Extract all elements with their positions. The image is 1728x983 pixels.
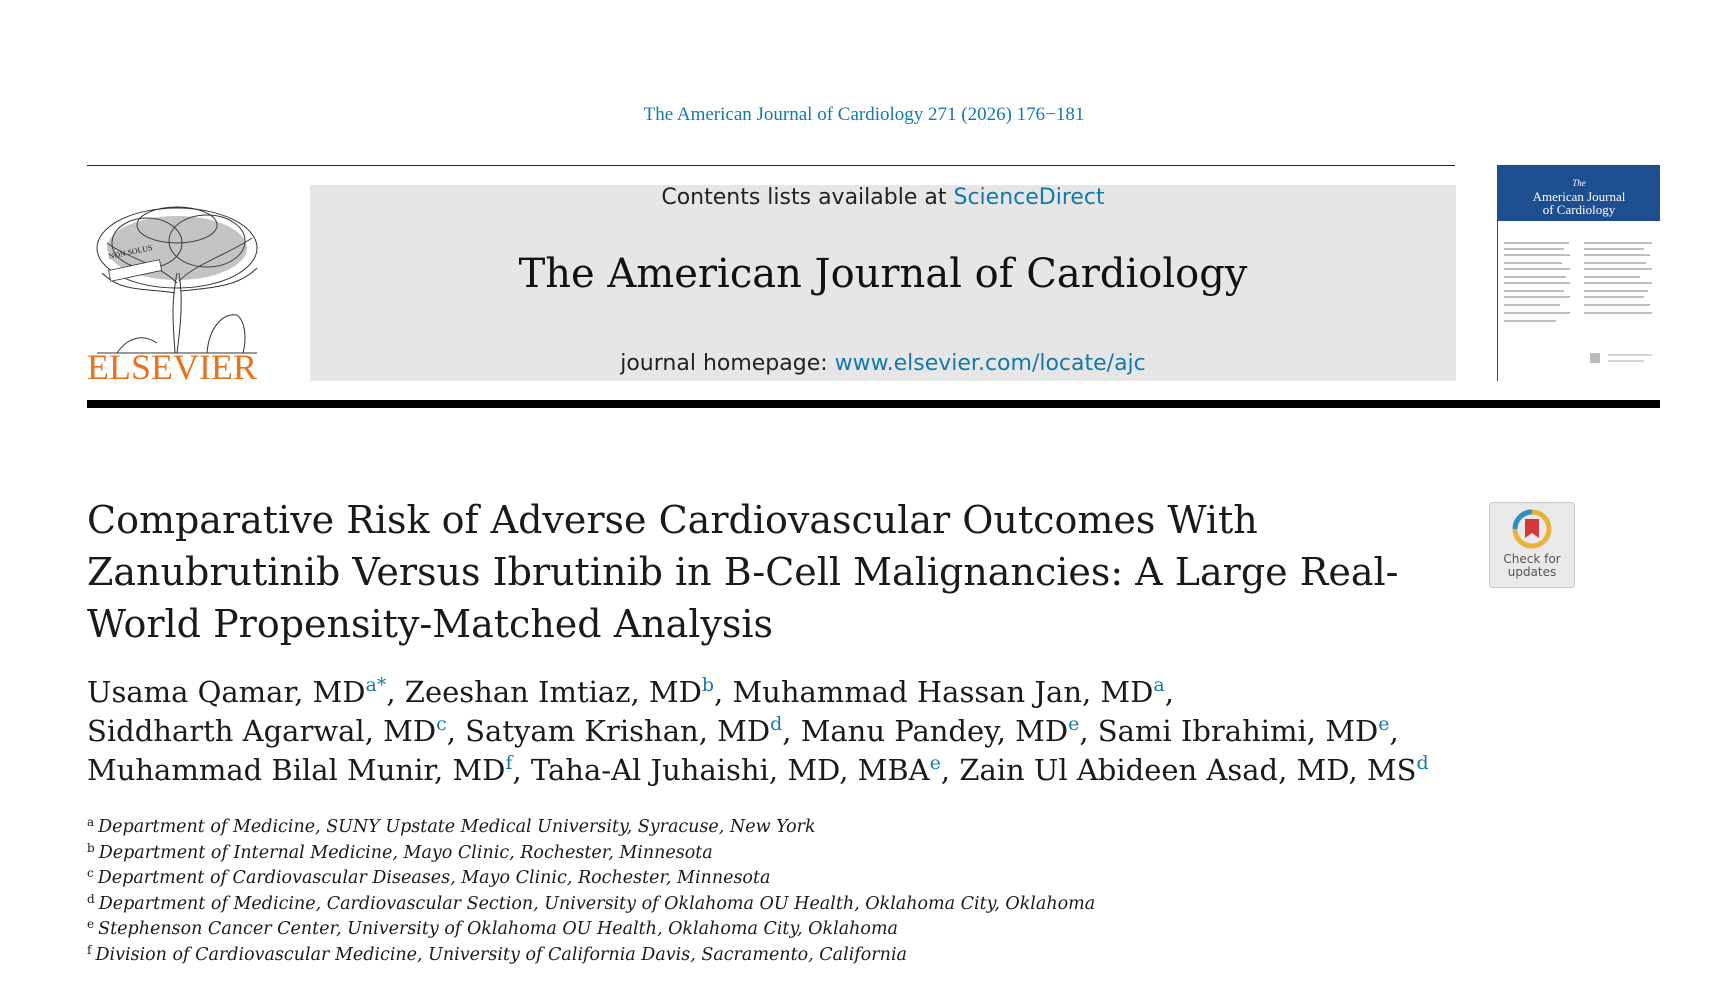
check-for-updates-button[interactable] bbox=[1489, 502, 1575, 588]
cover-title-line2: American Journal bbox=[1532, 189, 1626, 204]
affiliation-text: Department of Medicine, Cardiovascular Section, University of Oklahoma OU Health, Oklahoma City, Oklahoma bbox=[98, 893, 1096, 914]
author[interactable] bbox=[405, 675, 714, 709]
author-name[interactable]: Sami Ibrahimi, MD bbox=[1097, 714, 1379, 748]
author-affiliation-ref[interactable]: d bbox=[1416, 752, 1429, 774]
author-separator: , bbox=[1389, 714, 1399, 748]
homepage-line bbox=[310, 351, 1456, 376]
author-name[interactable]: Siddharth Agarwal, MD bbox=[87, 714, 437, 748]
affiliation-item bbox=[87, 917, 1587, 943]
author-name[interactable]: Muhammad Bilal Munir, MD bbox=[87, 753, 506, 787]
author[interactable] bbox=[732, 675, 1164, 709]
author[interactable] bbox=[801, 714, 1080, 748]
author-name[interactable]: Manu Pandey, MD bbox=[800, 714, 1069, 748]
affiliation-key: b bbox=[87, 840, 95, 855]
affiliation-text: Department of Cardiovascular Diseases, Mayo Clinic, Rochester, Minnesota bbox=[97, 868, 771, 888]
check-for-updates-label bbox=[1490, 553, 1574, 579]
affiliation-item bbox=[87, 892, 1587, 918]
cover-title-line3: of Cardiology bbox=[1542, 202, 1616, 217]
author-name[interactable]: Zeeshan Imtiaz, MD bbox=[404, 675, 702, 709]
affiliation-key: d bbox=[87, 891, 95, 906]
journal-masthead bbox=[310, 185, 1456, 381]
logo-motto: NON SOLUS bbox=[107, 243, 154, 262]
badge-line1: Check for bbox=[1503, 552, 1561, 566]
header-bottom-rule bbox=[87, 400, 1660, 408]
author-affiliation-ref[interactable]: a bbox=[1153, 674, 1165, 696]
header-top-rule bbox=[87, 165, 1455, 166]
author[interactable] bbox=[1098, 714, 1390, 748]
check-for-updates-icon bbox=[1512, 509, 1552, 549]
cover-contents-lines bbox=[1504, 235, 1654, 375]
author-list bbox=[87, 673, 1587, 790]
author-affiliation-ref[interactable]: d bbox=[770, 713, 783, 735]
author-name[interactable]: Taha-Al Juhaishi, MD, MBA bbox=[530, 753, 930, 787]
author-name[interactable]: Usama Qamar, MD bbox=[87, 675, 366, 709]
affiliation-text: Stephenson Cancer Center, University of Oklahoma OU Health, Oklahoma City, Oklahoma bbox=[98, 919, 898, 939]
author[interactable] bbox=[531, 753, 941, 787]
author[interactable] bbox=[87, 753, 512, 787]
author-name[interactable]: Zain Ul Abideen Asad, MD, MS bbox=[959, 753, 1417, 787]
author-separator: , bbox=[1079, 714, 1098, 748]
contents-prefix: Contents lists available at bbox=[661, 185, 954, 210]
author-separator: , bbox=[714, 675, 733, 709]
author-affiliation-ref[interactable]: b bbox=[701, 674, 715, 696]
author-affiliation-ref[interactable]: e bbox=[929, 752, 941, 774]
homepage-prefix: journal homepage: bbox=[620, 351, 835, 376]
author-name[interactable]: Satyam Krishan, MD bbox=[465, 714, 771, 748]
elsevier-wordmark[interactable]: ELSEVIER bbox=[87, 347, 257, 387]
article-title: Comparative Risk of Adverse Cardiovascular Outcomes With Zanubrutinib Versus Ibrutinib in B-Cell Malignancies: A Large Real-World Propensity-Matched Analysis bbox=[87, 498, 1399, 646]
journal-name: The American Journal of Cardiology bbox=[518, 251, 1248, 297]
author-separator: , bbox=[1164, 675, 1174, 709]
author-separator: , bbox=[386, 675, 405, 709]
author[interactable] bbox=[87, 714, 447, 748]
author-separator: , bbox=[940, 753, 960, 787]
author-affiliation-ref[interactable]: f bbox=[505, 752, 513, 774]
author[interactable] bbox=[959, 753, 1428, 787]
author-name[interactable]: Muhammad Hassan Jan, MD bbox=[732, 675, 1154, 709]
author[interactable] bbox=[87, 675, 386, 709]
author-affiliation-ref[interactable]: a* bbox=[365, 674, 387, 696]
cover-title-line1: The bbox=[1572, 178, 1586, 188]
author-affiliation-ref[interactable]: e bbox=[1068, 713, 1080, 735]
journal-cover-thumbnail[interactable] bbox=[1497, 165, 1660, 381]
author-affiliation-ref[interactable]: c bbox=[436, 713, 447, 735]
affiliation-text: Division of Cardiovascular Medicine, University of California Davis, Sacramento, California bbox=[95, 944, 907, 965]
affiliation-item bbox=[87, 866, 1587, 892]
author-separator: , bbox=[782, 714, 801, 748]
affiliation-text: Department of Medicine, SUNY Upstate Medical University, Syracuse, New York bbox=[98, 817, 816, 837]
affiliation-key: f bbox=[87, 942, 92, 957]
affiliation-list bbox=[87, 815, 1587, 968]
journal-homepage-link[interactable]: www.elsevier.com/locate/ajc bbox=[834, 351, 1146, 376]
affiliation-item bbox=[87, 943, 1587, 969]
affiliation-item bbox=[87, 841, 1587, 867]
contents-line bbox=[310, 185, 1456, 210]
author-separator: , bbox=[446, 714, 466, 748]
author-separator: , bbox=[512, 753, 531, 787]
sciencedirect-link[interactable]: ScienceDirect bbox=[953, 185, 1105, 210]
affiliation-text: Department of Internal Medicine, Mayo Clinic, Rochester, Minnesota bbox=[98, 842, 713, 863]
affiliation-item bbox=[87, 815, 1587, 841]
affiliation-key: e bbox=[87, 917, 95, 931]
author[interactable] bbox=[465, 714, 782, 748]
author-affiliation-ref[interactable]: e bbox=[1378, 713, 1390, 735]
journal-citation[interactable]: The American Journal of Cardiology 271 (2026) 176−181 bbox=[643, 104, 1085, 125]
cover-title bbox=[1498, 177, 1660, 216]
affiliation-key: c bbox=[87, 866, 94, 880]
badge-line2: updates bbox=[1507, 565, 1557, 579]
affiliation-key: a bbox=[87, 815, 95, 829]
